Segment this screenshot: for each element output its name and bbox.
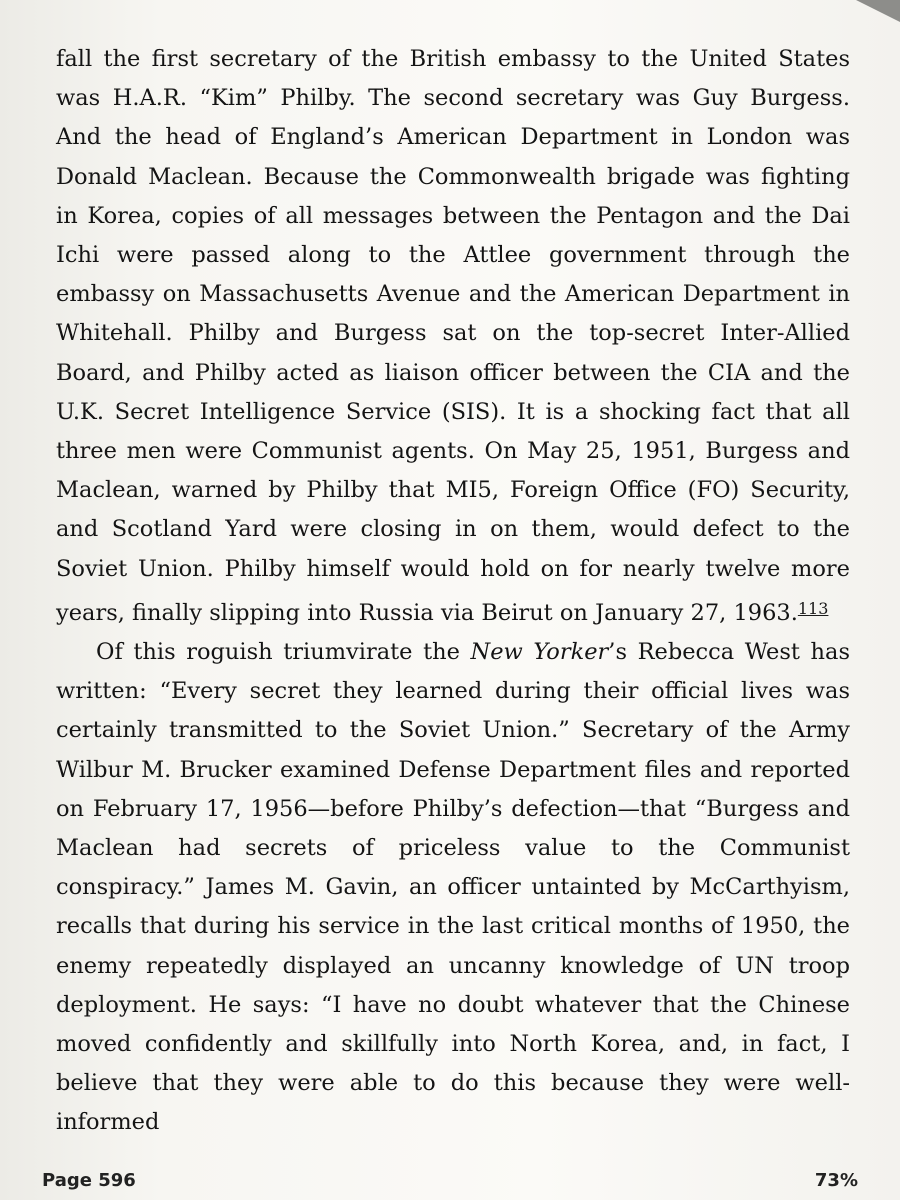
footnote-link-113[interactable]: 113 (797, 598, 829, 618)
page-number: Page 596 (42, 1170, 136, 1191)
paragraph-2 (56, 633, 850, 1143)
page-corner-fold (856, 0, 900, 22)
paragraph-1-text: fall the first secretary of the British embassy to the United States was H.A.R. “Kim” Philby. The second secretary was Guy Burgess. And the head of England’s American Department in London was Donald Maclean. Because the Commonwealth brigade was fighting in Korea, copies of all messages between the Pentagon and the Dai Ichi were passed along to the Attlee government through the embassy on Massachusetts Avenue and the American Department in Whitehall. Philby and Burgess sat on the top-secret Inter-Allied Board, and Philby acted as liaison officer between the CIA and the U.K. Secret Intelligence Service (SIS). It is a shocking fact that all three men were Communist agents. On May 25, 1951, Burgess and Maclean, warned by Philby that MI5, Foreign Office (FO) Security, and Scotland Yard were closing in on them, would defect to the Soviet Union. Philby himself would hold on for nearly twelve more years, finally slipping into Russia via Beirut on January 27, 1963. (56, 46, 850, 626)
paragraph-1 (56, 40, 850, 633)
paragraph-2-text-rest: ’s Rebecca West has written: “Every secret they learned during their official lives was certainly transmitted to the Soviet Union.” Secretary of the Army Wilbur M. Brucker examined Defense Department files and reported on February 17, 1956—before Philby’s defection—that “Burgess and Maclean had secrets of priceless value to the Communist conspiracy.” James M. Gavin, an officer untainted by McCarthyism, recalls that during his service in the last critical months of 1950, the enemy repeatedly displayed an uncanny knowledge of UN troop deployment. He says: “I have no doubt whatever that the Chinese moved confidently and skillfully into North Korea, and, in fact, I believe that they were able to do this because they were well-informed (56, 639, 850, 1136)
paragraph-2-text-start: Of this roguish triumvirate the (96, 639, 471, 666)
publication-title: New Yorker (470, 639, 609, 666)
reading-progress-percent: 73% (814, 1170, 858, 1191)
page-body (56, 40, 850, 1143)
reader-footer (0, 1160, 900, 1190)
